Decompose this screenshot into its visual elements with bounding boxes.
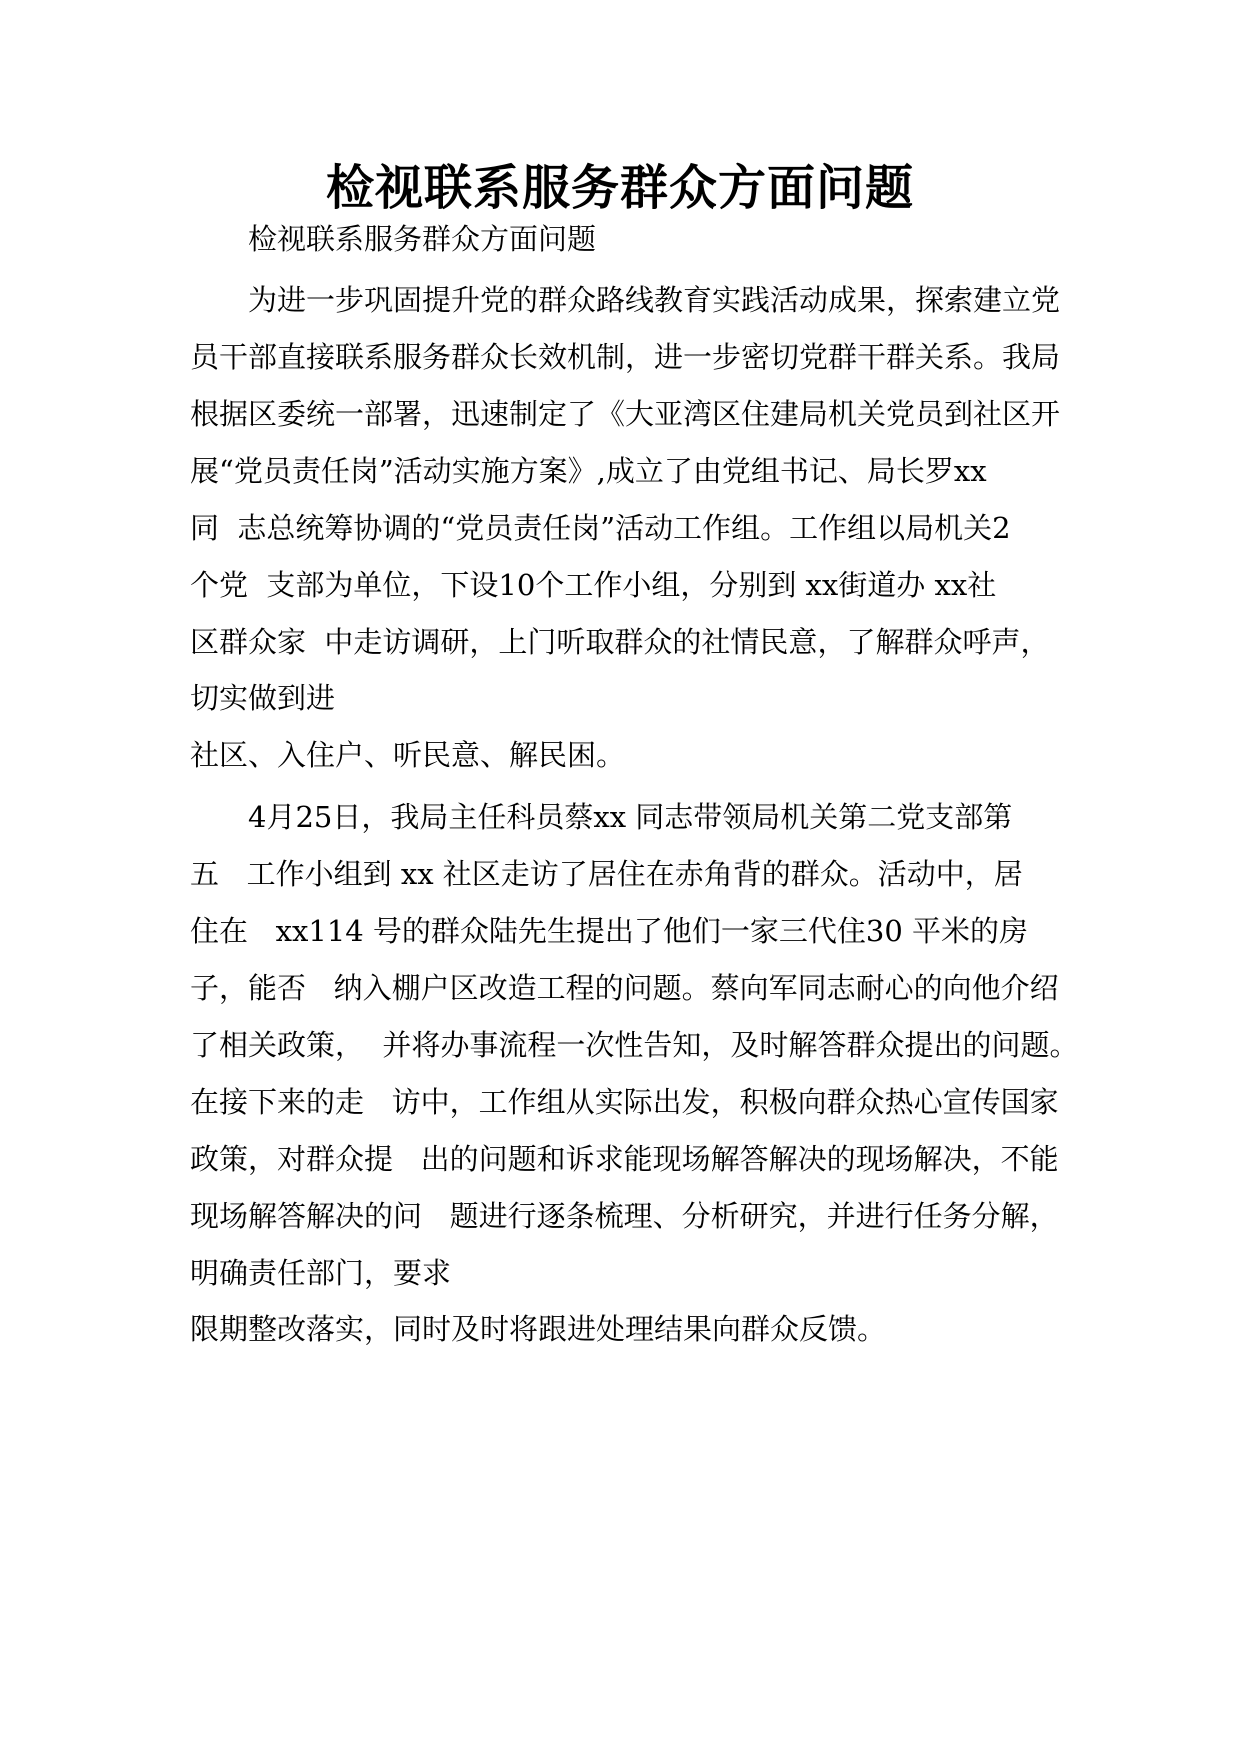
paragraph-line: 个党 支部为单位，下设10个工作小组，分别到 xx街道办 xx社 xyxy=(190,568,997,602)
paragraph-line: 为进一步巩固提升党的群众路线教育实践活动成果，探索建立党 xyxy=(248,283,1061,317)
paragraph-line: 员干部直接联系服务群众长效机制，进一步密切党群干群关系。我局 xyxy=(190,340,1061,374)
paragraph-line: 展“党员责任岗”活动实施方案》,成立了由党组书记、局长罗xx xyxy=(190,454,987,488)
paragraph-line: 根据区委统一部署，迅速制定了《大亚湾区住建局机关党员到社区开 xyxy=(190,397,1061,431)
document-title: 检视联系服务群众方面问题 xyxy=(325,160,914,216)
paragraph-line: 子，能否 纳入棚户区改造工程的问题。蔡向军同志耐心的向他介绍 xyxy=(190,971,1059,1005)
paragraph-line: 了相关政策， 并将办事流程一次性告知，及时解答群众提出的问题。 xyxy=(190,1028,1079,1062)
paragraph-line: 区群众家 中走访调研，上门听取群众的社情民意，了解群众呼声， xyxy=(190,625,1050,659)
paragraph-line: 住在 xx114 号的群众陆先生提出了他们一家三代住30 平米的房 xyxy=(190,914,1029,948)
paragraph-line: 社区、入住户、听民意、解民困。 xyxy=(190,738,626,772)
paragraph-line: 政策，对群众提 出的问题和诉求能现场解答解决的现场解决，不能 xyxy=(190,1142,1059,1176)
paragraph-line: 4月25日，我局主任科员蔡xx 同志带领局机关第二党支部第 xyxy=(248,800,1013,834)
paragraph-line: 明确责任部门，要求 xyxy=(190,1256,452,1290)
paragraph-line: 切实做到进 xyxy=(190,681,336,715)
paragraph-line: 五 工作小组到 xx 社区走访了居住在赤角背的群众。活动中，居 xyxy=(190,857,1023,891)
subtitle-line: 检视联系服务群众方面问题 xyxy=(248,222,597,256)
paragraph-line: 在接下来的走 访中，工作组从实际出发，积极向群众热心宣传国家 xyxy=(190,1085,1059,1119)
paragraph-line: 限期整改落实，同时及时将跟进处理结果向群众反馈。 xyxy=(190,1312,887,1346)
paragraph-line: 现场解答解决的问 题进行逐条梳理、分析研究，并进行任务分解， xyxy=(190,1199,1059,1233)
paragraph-line: 同 志总统筹协调的“党员责任岗”活动工作组。工作组以局机关2 xyxy=(190,511,1011,545)
